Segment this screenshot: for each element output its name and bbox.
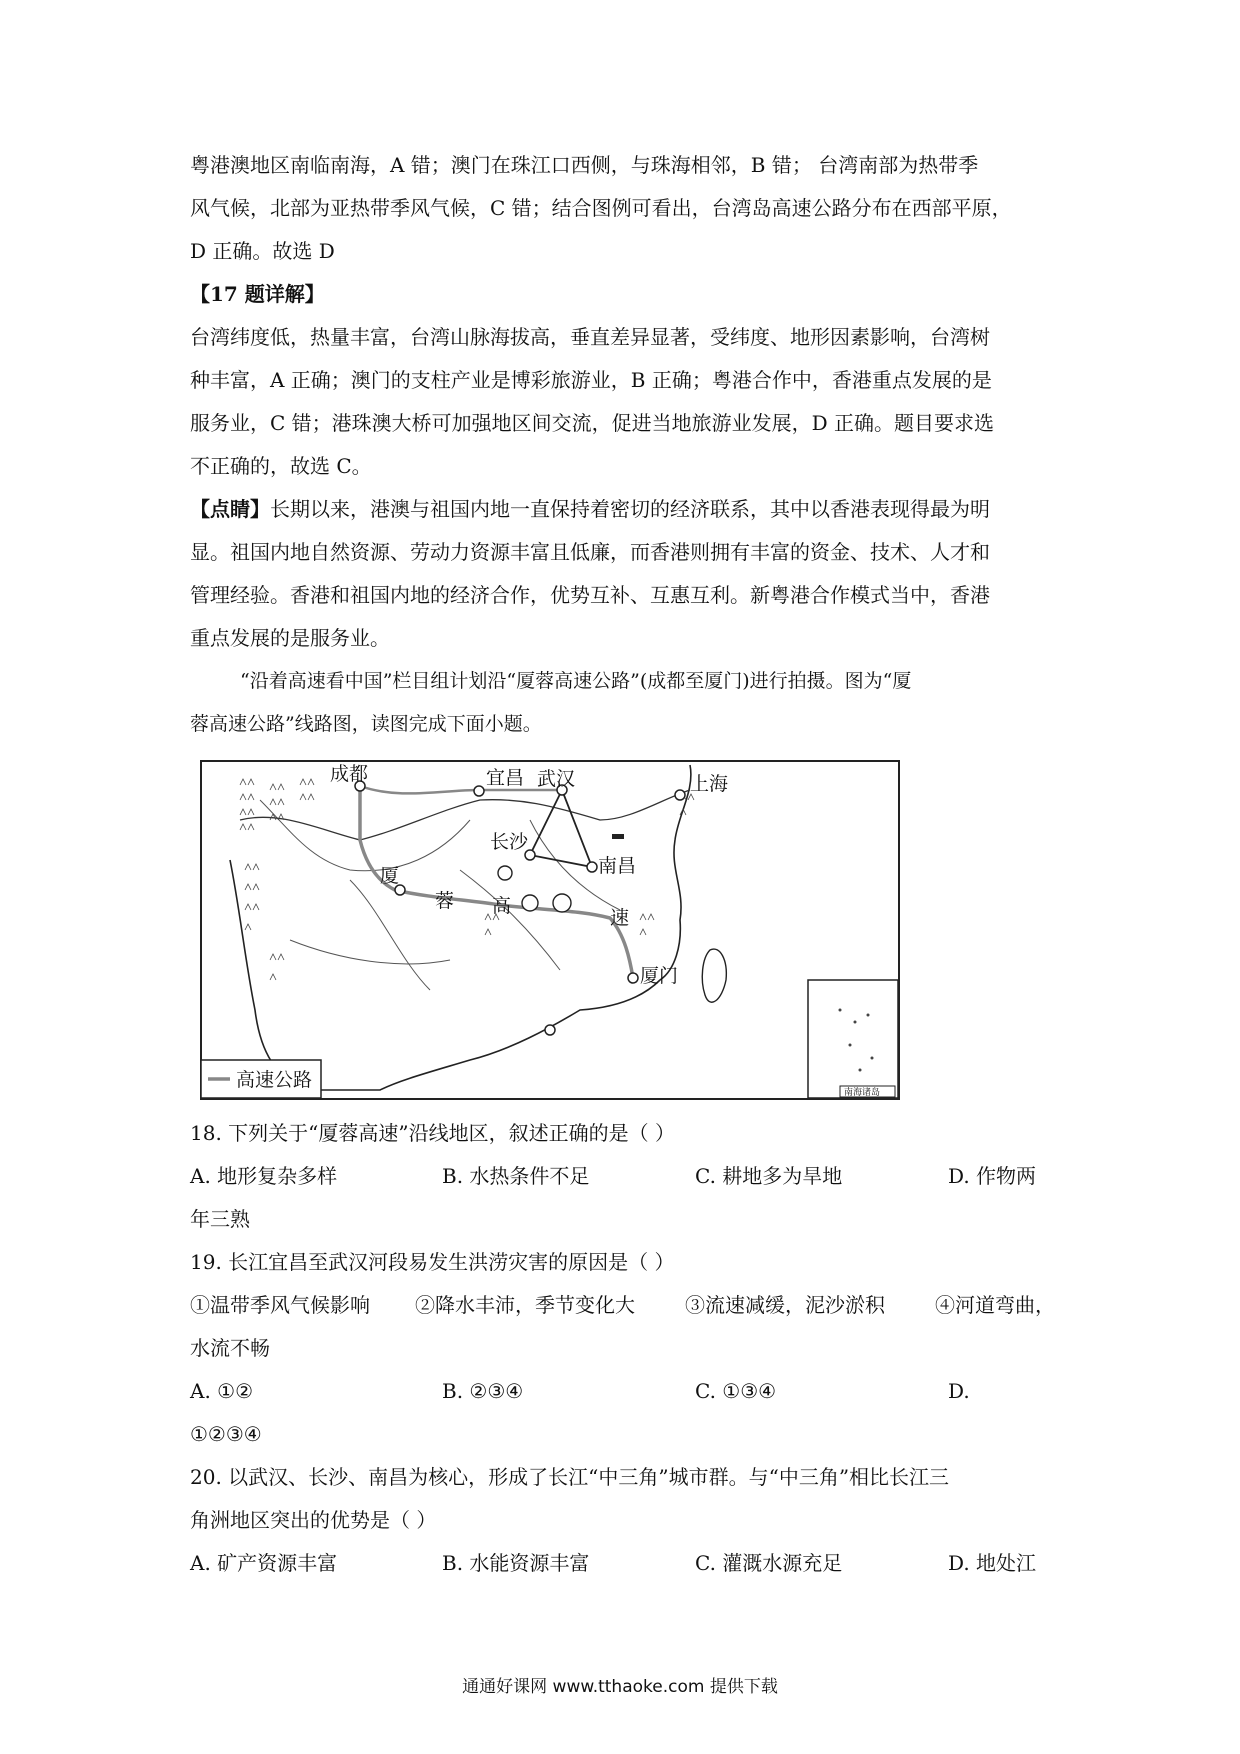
- q19-option-d-continuation: ①②③④: [190, 1422, 262, 1446]
- q19-reason-1: ①温带季风气候影响: [190, 1293, 370, 1317]
- question-18-options: [190, 1161, 1070, 1191]
- paragraph-line: 服务业，C 错；港珠澳大桥可加强地区间交流，促进当地旅游业发展，D 正确。题目要求选: [190, 411, 995, 435]
- resource-symbol-icon: [553, 894, 571, 912]
- paragraph-line: 重点发展的是服务业。: [190, 626, 390, 650]
- paragraph-line: 台湾纬度低，热量丰富，台湾山脉海拔高，垂直差异显著，受纬度、地形因素影响，台湾树: [190, 325, 990, 349]
- intro-line: “沿着高速看中国”栏目组计划沿“厦蓉高速公路”(成都至厦门)进行拍摄。图为“厦: [240, 670, 912, 692]
- city-marker-nanchang: [587, 862, 597, 872]
- q18-option-a: A. 地形复杂多样: [190, 1164, 338, 1188]
- q19-reason-continuation: 水流不畅: [190, 1336, 270, 1360]
- inset-label: 南海诸岛: [844, 1088, 881, 1098]
- dianjing-text: 长期以来，港澳与祖国内地一直保持着密切的经济联系，其中以香港表现得最为明: [270, 497, 990, 521]
- question-20-stem: 20. 以武汉、长沙、南昌为核心，形成了长江“中三角”城市群。与“中三角”相比长江三: [190, 1465, 950, 1489]
- city-marker-yichang: [474, 786, 484, 796]
- city-label-wuhan: 武汉: [537, 768, 576, 790]
- question-20-stem: 角洲地区突出的优势是（ ）: [190, 1508, 437, 1532]
- paragraph-line: 风气候，北部为亚热带季风气候，C 错；结合图例可看出，台湾岛高速公路分布在西部平原，: [190, 196, 1012, 220]
- section-heading-17: 【17 题详解】: [190, 282, 325, 306]
- south-china-sea-inset: [808, 980, 898, 1098]
- q18-option-b: B. 水热条件不足: [442, 1164, 590, 1188]
- q20-option-d: D. 地处江: [948, 1551, 1037, 1575]
- paragraph-line: 不正确的，故选 C。: [190, 454, 372, 478]
- paragraph-line: 显。祖国内地自然资源、劳动力资源丰富且低廉，而香港则拥有丰富的资金、技术、人才和: [190, 540, 990, 564]
- city-marker-shanghai: [675, 790, 685, 800]
- legend-label: 高速公路: [236, 1069, 313, 1091]
- q19-option-c: C. ①③④: [695, 1379, 777, 1403]
- q19-option-b: B. ②③④: [442, 1379, 524, 1403]
- q19-option-d: D.: [948, 1379, 970, 1403]
- q18-option-d-continuation: 年三熟: [190, 1207, 250, 1231]
- city-marker-guangzhou: [545, 1025, 555, 1035]
- question-19-stem: 19. 长江宜昌至武汉河段易发生洪涝灾害的原因是（ ）: [190, 1250, 675, 1274]
- question-19-reasons: [190, 1290, 1070, 1320]
- question-18-stem: 18. 下列关于“厦蓉高速”沿线地区，叙述正确的是（ ）: [190, 1121, 675, 1145]
- resource-bar-icon: [612, 834, 624, 839]
- intro-line: 蓉高速公路”线路图，读图完成下面小题。: [190, 713, 542, 735]
- q19-option-a: A. ①②: [190, 1379, 254, 1403]
- q20-option-b: B. 水能资源丰富: [442, 1551, 590, 1575]
- city-label-chengdu: 成都: [330, 763, 369, 785]
- paragraph-line: 种丰富，A 正确；澳门的支柱产业是博彩旅游业，B 正确；粤港合作中，香港重点发展的是: [190, 368, 992, 392]
- resource-symbol-icon: [498, 866, 512, 880]
- map-frame: [201, 761, 899, 1099]
- city-label-nanchang: 南昌: [598, 855, 637, 877]
- question-19-options: [190, 1376, 1070, 1406]
- page-footer: 通通好课网 www.tthaoke.com 提供下载: [462, 1677, 778, 1697]
- city-label-yichang: 宜昌: [486, 767, 525, 789]
- q18-option-d: D. 作物两: [948, 1164, 1037, 1188]
- q19-reason-2: ②降水丰沛，季节变化大: [415, 1293, 635, 1317]
- city-marker-xiamen: [628, 973, 638, 983]
- city-label-changsha: 长沙: [490, 831, 529, 853]
- q18-option-c: C. 耕地多为旱地: [695, 1164, 843, 1188]
- q20-option-c: C. 灌溉水源充足: [695, 1551, 843, 1575]
- route-char-rong: 蓉: [435, 890, 455, 912]
- dianjing-label: 【点睛】: [190, 497, 270, 521]
- paragraph-line: 管理经验。香港和祖国内地的经济合作，优势互补、互惠互利。新粤港合作模式当中，香港: [190, 583, 990, 607]
- paragraph-line: D 正确。故选 D: [190, 239, 335, 263]
- dianjing-line: [190, 494, 990, 524]
- question-20-options: [190, 1548, 1070, 1578]
- expressway-map: [200, 760, 900, 1100]
- route-char-gao: 高: [492, 895, 512, 917]
- city-label-shanghai: 上海: [690, 773, 729, 795]
- route-char-xia: 厦: [380, 865, 400, 887]
- q19-reason-3: ③流速减缓，泥沙淤积: [685, 1293, 885, 1317]
- q20-option-a: A. 矿产资源丰富: [190, 1551, 338, 1575]
- q19-reason-4: ④河道弯曲，: [935, 1293, 1055, 1317]
- route-char-su: 速: [610, 907, 630, 929]
- resource-symbol-icon: [522, 895, 538, 911]
- city-label-xiamen: 厦门: [640, 965, 679, 987]
- paragraph-line: 粤港澳地区南临南海，A 错；澳门在珠江口西侧，与珠海相邻，B 错； 台湾南部为热带季: [190, 153, 979, 177]
